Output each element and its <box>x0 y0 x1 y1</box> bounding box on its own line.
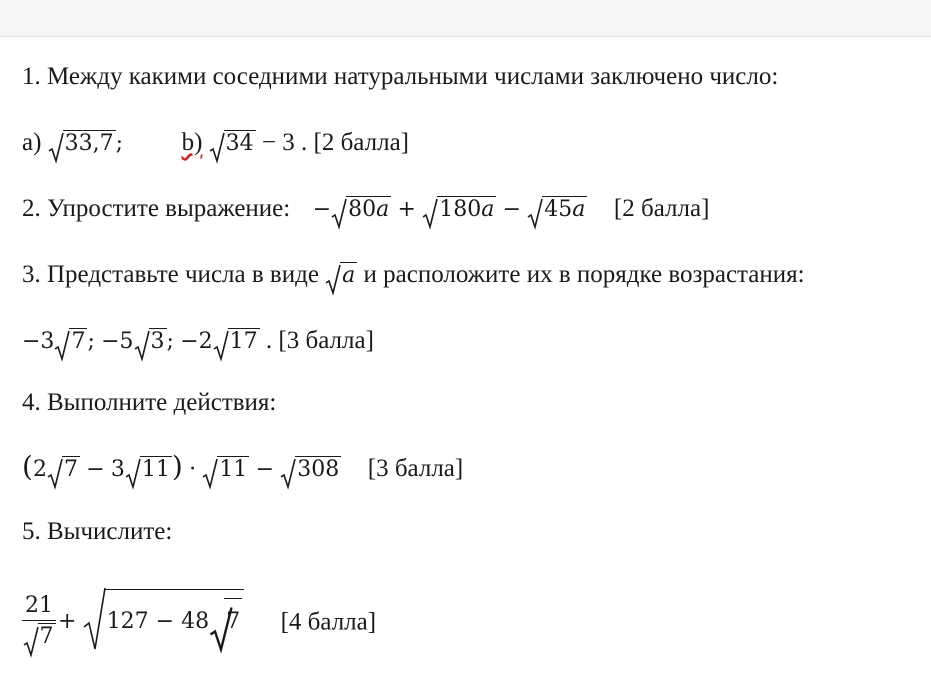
question-3-label: 3. Представьте числа в виде <box>22 261 319 288</box>
sqrt-11 <box>202 455 249 485</box>
plus-sign: + <box>58 609 77 634</box>
question-2 <box>22 194 709 225</box>
question-3-numbers <box>22 326 374 357</box>
radicand: 3 <box>150 329 165 354</box>
radicand: 11 <box>219 457 248 482</box>
multiply-dot: · <box>189 457 197 482</box>
radicand-variable: a <box>376 197 390 222</box>
radical-sign-icon <box>209 133 225 163</box>
radical-sign-icon <box>527 199 543 229</box>
radical-sign-icon <box>325 265 341 295</box>
points-badge: [2 балла] <box>313 129 409 156</box>
radical-sign-icon <box>134 331 150 361</box>
radicand: 308 <box>297 457 340 482</box>
radicand: 11 <box>141 457 170 482</box>
sqrt-7 <box>54 327 87 357</box>
sqrt-3 <box>134 327 167 357</box>
separator: ; <box>166 329 174 354</box>
period: . <box>265 327 273 354</box>
radicand-number: 45 <box>544 197 573 222</box>
question-4-label: 4. Выполните действия: <box>22 389 277 416</box>
fraction-21-over-sqrt-7 <box>22 592 56 653</box>
coefficient: −3 <box>22 329 55 354</box>
radicand: 33,7 <box>64 131 114 156</box>
radicand-variable: a <box>481 197 495 222</box>
radicand: 7 <box>71 329 86 354</box>
sqrt-45a <box>527 195 587 225</box>
question-1-label: 1. Между какими соседними натуральными числами заключено число: <box>22 63 779 90</box>
sqrt-a <box>325 261 357 291</box>
coefficient: 2 <box>32 457 47 482</box>
radical-sign-icon <box>23 627 39 657</box>
separator: ; <box>87 329 95 354</box>
radicand-number: 80 <box>348 197 377 222</box>
sqrt-80a <box>331 195 391 225</box>
question-5-expression <box>22 586 376 657</box>
sqrt-33-7 <box>48 129 116 159</box>
points-badge: [2 балла] <box>613 195 710 222</box>
points-badge: [4 балла] <box>280 608 377 636</box>
radical-sign-icon <box>83 587 107 651</box>
radicand: 7 <box>63 457 78 482</box>
left-paren: ( <box>22 450 33 483</box>
radicand-text: 127 − 48 <box>106 609 210 635</box>
big-sqrt <box>83 587 244 657</box>
sqrt-7 <box>23 621 56 653</box>
radicand: 7 <box>224 598 242 637</box>
minus-three: − 3 <box>261 129 295 156</box>
radical-sign-icon <box>202 459 218 489</box>
points-badge: [3 балла] <box>278 327 374 354</box>
minus-sign: − <box>255 457 274 482</box>
radical-sign-icon <box>48 133 64 163</box>
coefficient: 3 <box>110 457 125 482</box>
radical-sign-icon <box>54 331 70 361</box>
question-2-label: 2. Упростите выражение: <box>22 195 291 222</box>
radicand: 7 <box>39 623 54 649</box>
radicand-variable: a <box>342 263 356 288</box>
question-5-label: 5. Вычислите: <box>22 518 173 545</box>
radical-sign-icon <box>213 331 229 361</box>
radicand: 34 <box>225 131 254 156</box>
radicand-number: 180 <box>439 197 482 222</box>
radicand-variable: a <box>572 197 586 222</box>
radical-sign-icon <box>125 459 141 489</box>
top-toolbar <box>0 0 931 37</box>
points-badge: [3 балла] <box>367 455 464 482</box>
plus-sign: + <box>397 197 416 222</box>
question-4-text <box>22 388 276 418</box>
sqrt-17 <box>213 327 260 357</box>
question-4-expression <box>22 452 463 485</box>
question-5-text <box>22 517 172 547</box>
question-3-label-end: и расположите их в порядке возрастания: <box>363 261 805 288</box>
period: . <box>301 129 308 156</box>
minus-sign: − <box>312 197 332 222</box>
question-3-text <box>22 260 805 291</box>
sqrt-11 <box>125 455 172 485</box>
sqrt-308 <box>280 455 341 485</box>
minus-sign: − <box>86 457 105 482</box>
radical-sign-icon <box>422 199 438 229</box>
coefficient: −5 <box>101 329 134 354</box>
minus-sign: − <box>502 197 522 222</box>
radical-sign-icon <box>331 199 347 229</box>
radical-sign-icon <box>280 459 296 489</box>
radical-sign-icon <box>209 598 233 662</box>
sqrt-34 <box>209 129 256 159</box>
part-b-label: b) <box>181 129 203 156</box>
radicand: 17 <box>229 329 258 354</box>
inner-sqrt-7 <box>209 598 242 637</box>
coefficient: −2 <box>180 329 213 354</box>
sqrt-180a <box>422 195 496 225</box>
radical-sign-icon <box>47 459 63 489</box>
sqrt-7 <box>47 455 80 485</box>
question-1-text <box>22 62 778 92</box>
separator: ; <box>115 131 124 156</box>
part-a-label: а) <box>22 129 42 156</box>
fraction-numerator: 21 <box>22 592 56 621</box>
question-1-parts <box>22 128 409 159</box>
right-paren: ) <box>171 450 183 483</box>
